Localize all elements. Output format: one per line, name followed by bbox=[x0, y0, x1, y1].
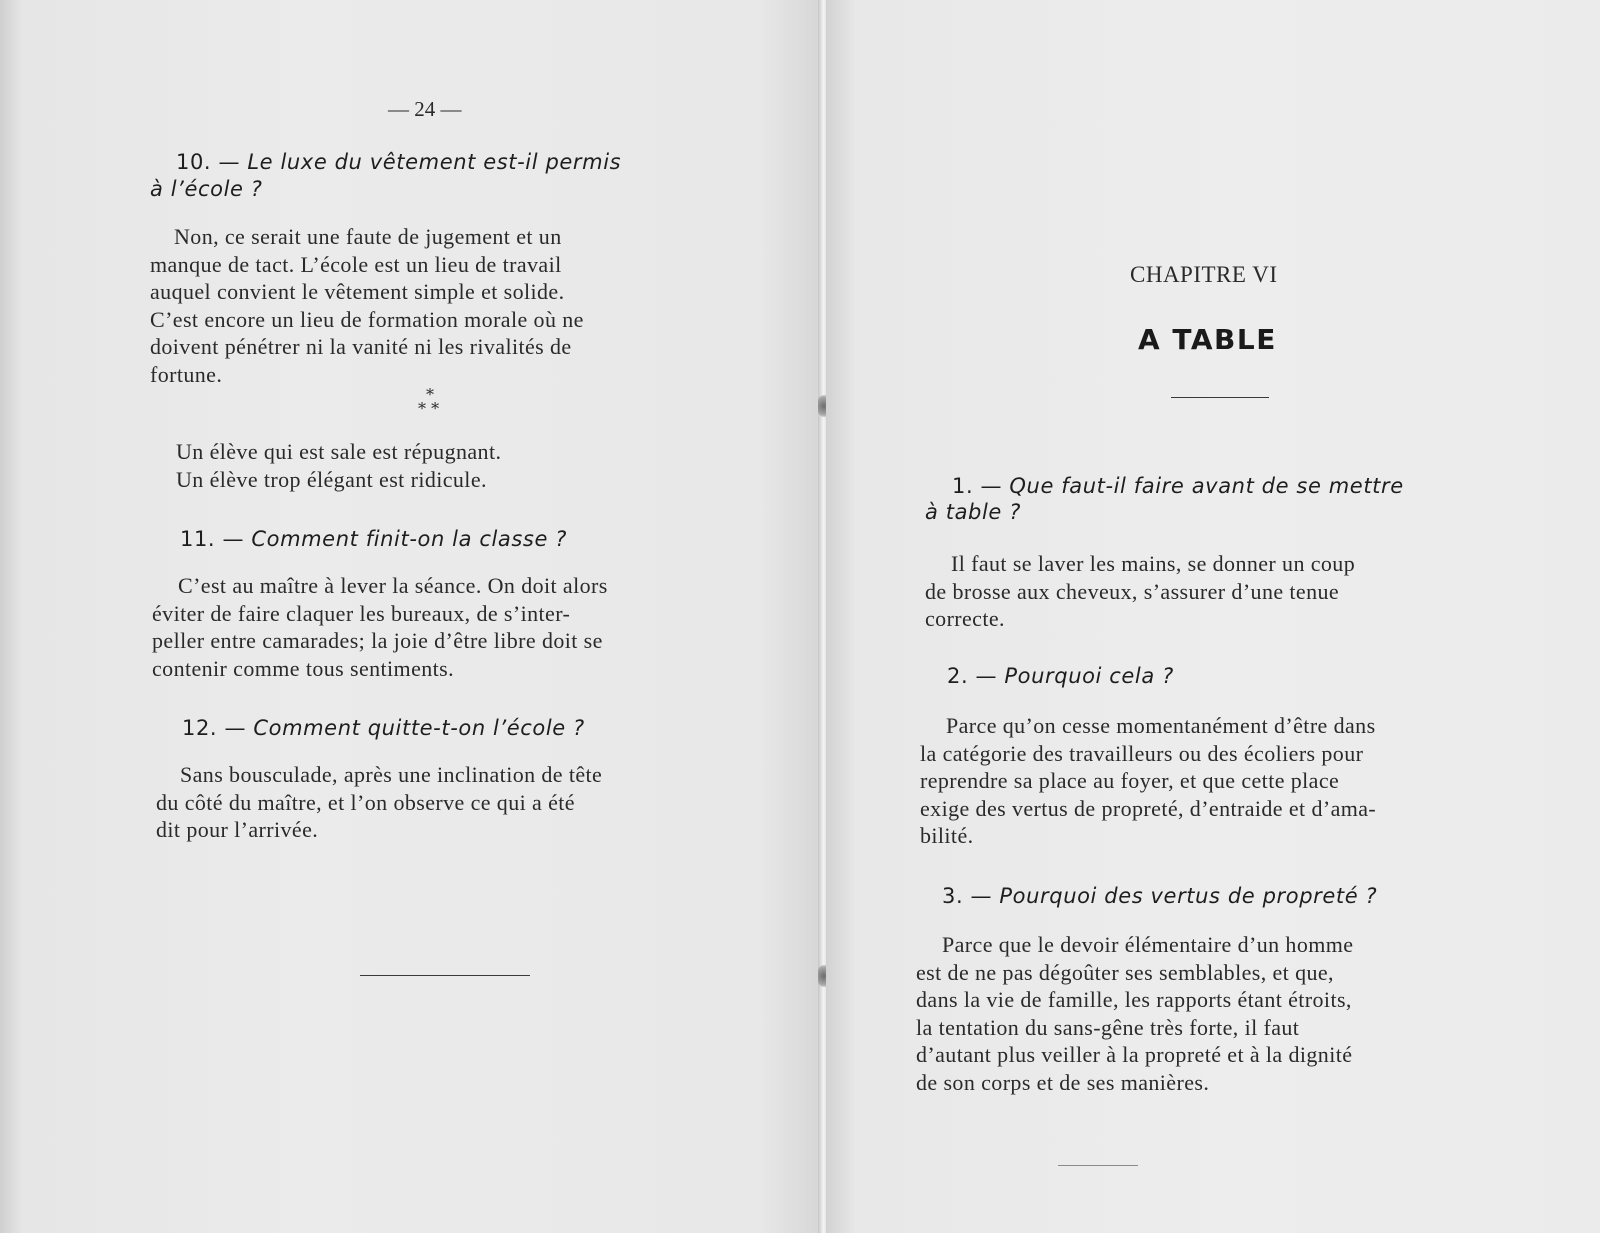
question-text: Comment quitte-t-on l’école ? bbox=[253, 716, 585, 740]
question-number: 12. — bbox=[182, 716, 247, 740]
answer-line: d’autant plus veiller à la propreté et à la dignité bbox=[916, 1042, 1353, 1067]
answer-line: doivent pénétrer ni la vanité ni les rivalités de bbox=[150, 334, 572, 359]
question-1-continuation: à table ? bbox=[925, 500, 1021, 524]
maxim-line: Un élève trop élégant est ridicule. bbox=[176, 466, 487, 492]
answer-line: du côté du maître, et l’on observe ce qui a été bbox=[156, 789, 575, 815]
answer-line: dans la vie de famille, les rapports étant étroits, bbox=[916, 987, 1352, 1012]
title-rule bbox=[1171, 397, 1269, 398]
answer-line: la catégorie des travailleurs ou des écoliers pour bbox=[920, 740, 1364, 766]
question-10 bbox=[176, 150, 621, 174]
chapter-title: A TABLE bbox=[1138, 323, 1277, 356]
question-text: Pourquoi des vertus de propreté ? bbox=[999, 884, 1378, 908]
question-2 bbox=[947, 664, 1174, 688]
answer-11 bbox=[152, 572, 718, 682]
answer-line: de brosse aux cheveux, s’assurer d’une tenue bbox=[925, 578, 1340, 604]
answer-10 bbox=[150, 223, 716, 388]
answer-12 bbox=[156, 761, 718, 844]
answer-line: Sans bousculade, après une inclination de tête bbox=[180, 762, 603, 787]
answer-line: éviter de faire claquer les bureaux, de s’inter- bbox=[152, 600, 571, 626]
question-number: 3. — bbox=[942, 884, 993, 908]
section-end-rule bbox=[360, 975, 530, 976]
question-number: 11. — bbox=[180, 527, 245, 551]
answer-line: Non, ce serait une faute de jugement et un bbox=[174, 224, 562, 249]
answer-line: correcte. bbox=[925, 606, 1005, 631]
asterism-bottom: * * bbox=[418, 399, 440, 418]
answer-line: reprendre sa place au foyer, et que cette place bbox=[920, 768, 1340, 793]
right-page bbox=[826, 0, 1600, 1233]
question-1 bbox=[952, 474, 1404, 498]
question-number: 1. — bbox=[952, 474, 1003, 498]
question-text: Comment finit-on la classe ? bbox=[251, 527, 567, 551]
page-number: — 24 — bbox=[388, 97, 462, 121]
answer-line: auquel convient le vêtement simple et solide. bbox=[150, 279, 565, 304]
question-text: Le luxe du vêtement est-il permis bbox=[247, 150, 622, 174]
answer-line: exige des vertus de propreté, d’entraide et d’ama- bbox=[920, 795, 1377, 821]
answer-line: la tentation du sans-gêne très forte, il faut bbox=[916, 1014, 1300, 1040]
answer-line: fortune. bbox=[150, 361, 223, 387]
answer-line: Il faut se laver les mains, se donner un coup bbox=[951, 551, 1356, 576]
question-number: 10. — bbox=[176, 150, 241, 174]
maxim-line: Un élève qui est sale est répugnant. bbox=[176, 439, 502, 464]
question-12 bbox=[182, 716, 585, 740]
answer-2 bbox=[920, 712, 1490, 850]
answer-line: de son corps et de ses manières. bbox=[916, 1069, 1210, 1095]
answer-line: C’est au maître à lever la séance. On doit alors bbox=[178, 573, 608, 598]
answer-line: bilité. bbox=[920, 823, 974, 848]
question-11 bbox=[180, 527, 567, 551]
section-end-rule bbox=[1058, 1165, 1138, 1166]
answer-line: Parce qu’on cesse momentanément d’être dans bbox=[946, 713, 1376, 738]
answer-line: C’est encore un lieu de formation morale où ne bbox=[150, 306, 584, 332]
answer-3 bbox=[916, 931, 1490, 1096]
answer-1 bbox=[925, 550, 1491, 633]
answer-line: dit pour l’arrivée. bbox=[156, 817, 319, 842]
question-number: 2. — bbox=[947, 664, 998, 688]
maxim bbox=[176, 438, 676, 493]
question-text: Pourquoi cela ? bbox=[1004, 664, 1174, 688]
answer-line: peller entre camarades; la joie d’être libre doit se bbox=[152, 628, 603, 653]
answer-line: contenir comme tous sentiments. bbox=[152, 655, 455, 681]
answer-line: manque de tact. L’école est un lieu de travail bbox=[150, 251, 562, 277]
chapter-label: CHAPITRE VI bbox=[1130, 262, 1278, 287]
question-text: Que faut-il faire avant de se mettre bbox=[1009, 474, 1404, 498]
asterism-top: * bbox=[426, 385, 434, 404]
question-10-continuation: à l’école ? bbox=[150, 177, 263, 201]
answer-line: Parce que le devoir élémentaire d’un homme bbox=[942, 932, 1354, 957]
question-3 bbox=[942, 884, 1377, 908]
answer-line: est de ne pas dégoûter ses semblables, et que, bbox=[916, 959, 1334, 985]
